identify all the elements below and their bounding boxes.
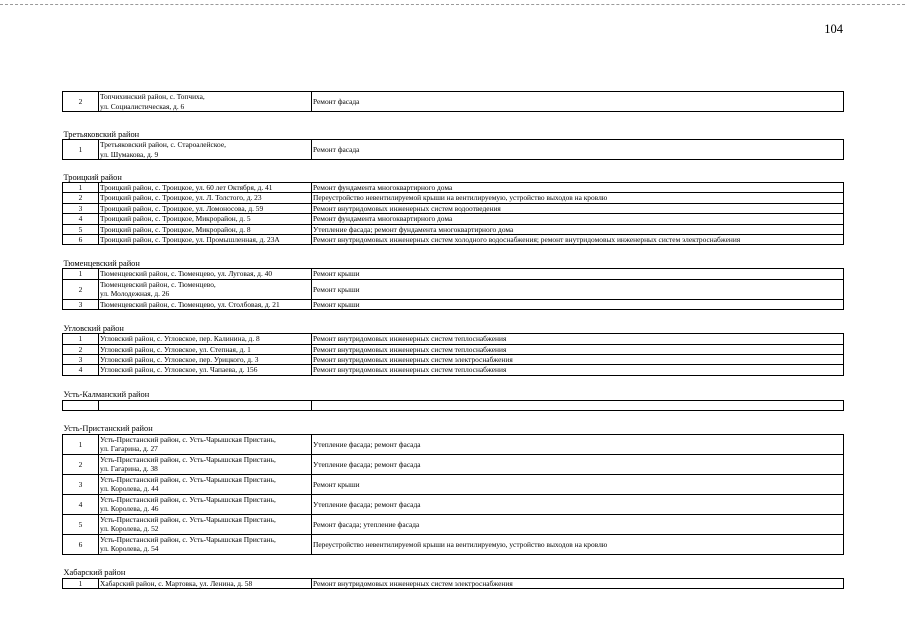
work-type-cell: Ремонт внутридомовых инженерных систем теплоснабжения xyxy=(312,334,844,344)
table-row xyxy=(63,193,844,203)
address-line: ул. Королева, д. 46 xyxy=(100,504,159,514)
row-number: 1 xyxy=(63,269,99,279)
work-type-cell: Переустройство невентилируемой крыши на вентилируемую, устройство выходов на кровлю xyxy=(312,534,844,554)
address-line: Хабарский район, с. Мартовка, ул. Ленина, д. 58 xyxy=(100,578,253,588)
row-number: 2 xyxy=(63,92,99,112)
work-type-cell: Утепление фасада; ремонт фасада xyxy=(312,434,844,454)
address-line: ул. Шумакова, д. 9 xyxy=(100,149,159,159)
table-row xyxy=(63,299,844,309)
table-row xyxy=(63,400,844,410)
row-number: 3 xyxy=(63,474,99,494)
table-row xyxy=(63,494,844,514)
district-heading xyxy=(63,310,844,334)
address-line: Троицкий район, с. Троицкое, ул. Ломоносова, д. 59 xyxy=(100,203,264,213)
address-cell xyxy=(99,434,312,454)
district-heading xyxy=(63,375,844,400)
table-row xyxy=(63,344,844,354)
address-line: ул. Гагарина, д. 27 xyxy=(100,444,158,454)
address-cell xyxy=(99,183,312,193)
district-heading xyxy=(63,112,844,140)
address-cell xyxy=(99,494,312,514)
row-number: 1 xyxy=(63,434,99,454)
row-number: 5 xyxy=(63,224,99,234)
row-number: 4 xyxy=(63,214,99,224)
work-type-cell: Утепление фасада; ремонт фундамента многоквартирного дома xyxy=(312,224,844,234)
work-type-cell: Утепление фасада; ремонт фасада xyxy=(312,454,844,474)
address-line: Усть-Пристанский район, с. Усть-Чарышская Пристань, xyxy=(100,514,276,524)
address-cell xyxy=(99,454,312,474)
table-row xyxy=(63,183,844,193)
row-number: 3 xyxy=(63,355,99,365)
table-row xyxy=(63,203,844,213)
table-row xyxy=(63,355,844,365)
address-line: Тюменцевский район, с. Тюменцево, ул. Луговая, д. 40 xyxy=(100,269,273,279)
address-cell xyxy=(99,140,312,160)
row-number: 1 xyxy=(63,334,99,344)
work-type-cell: Ремонт внутридомовых инженерных систем теплоснабжения xyxy=(312,344,844,354)
district-heading-row xyxy=(63,160,844,183)
district-heading-row xyxy=(63,410,844,434)
table-row xyxy=(63,474,844,494)
district-name: Усть-Калманский район xyxy=(63,390,150,400)
work-type-cell: Ремонт внутридомовых инженерных систем холодного водоснабжения; ремонт внутридомовых инженерных систем электроснабжения xyxy=(312,235,844,245)
address-line: Троицкий район, с. Троицкое, ул. Л. Толстого, д. 23 xyxy=(100,193,262,203)
work-type-cell: Ремонт внутридомовых инженерных систем водоотведения xyxy=(312,203,844,213)
address-cell xyxy=(99,269,312,279)
table-row xyxy=(63,269,844,279)
address-cell xyxy=(99,214,312,224)
row-number: 4 xyxy=(63,494,99,514)
address-cell xyxy=(99,534,312,554)
address-cell xyxy=(99,355,312,365)
address-line: Троицкий район, с. Троицкое, Микрорайон, д. 8 xyxy=(100,224,251,234)
address-cell xyxy=(99,344,312,354)
table-row xyxy=(63,365,844,375)
table-row xyxy=(63,454,844,474)
address-line: Троицкий район, с. Троицкое, ул. Промышленная, д. 23А xyxy=(100,235,280,245)
work-type-cell: Переустройство невентилируемой крыши на вентилируемую, устройство выходов на кровлю xyxy=(312,193,844,203)
table-row xyxy=(63,92,844,112)
district-name: Тюменцевский район xyxy=(63,259,140,269)
address-line: Усть-Пристанский район, с. Усть-Чарышская Пристань, xyxy=(100,534,276,544)
district-name: Угловский район xyxy=(63,323,124,333)
address-cell xyxy=(99,203,312,213)
table-body xyxy=(63,92,844,589)
work-type-cell: Ремонт фасада xyxy=(312,140,844,160)
work-type-cell: Ремонт внутридомовых инженерных систем электроснабжения xyxy=(312,578,844,588)
row-number: 4 xyxy=(63,365,99,375)
repair-plan-sheet xyxy=(62,91,843,589)
table-row xyxy=(63,434,844,454)
scan-top-rule xyxy=(0,4,905,5)
district-name: Третьяковский район xyxy=(63,129,140,139)
address-cell xyxy=(99,514,312,534)
address-line: Тюменцевский район, с. Тюменцево, ул. Столбовая, д. 21 xyxy=(100,299,280,309)
address-line: Угловский район, с. Угловское, ул. Чапаева, д. 156 xyxy=(100,365,258,375)
district-name: Хабарский район xyxy=(63,568,126,578)
district-heading-row xyxy=(63,310,844,334)
district-heading-row xyxy=(63,245,844,269)
district-name: Усть-Пристанский район xyxy=(63,424,153,434)
address-line: Угловский район, с. Угловское, ул. Степная, д. 1 xyxy=(100,344,251,354)
work-type-cell: Ремонт крыши xyxy=(312,279,844,299)
work-type-cell: Ремонт внутридомовых инженерных систем электроснабжения xyxy=(312,355,844,365)
row-number: 1 xyxy=(63,140,99,160)
address-line: Усть-Пристанский район, с. Усть-Чарышская Пристань, xyxy=(100,474,276,484)
work-type-cell: Ремонт фундамента многоквартирного дома xyxy=(312,183,844,193)
table-row xyxy=(63,279,844,299)
table-row xyxy=(63,235,844,245)
page-number: 104 xyxy=(824,22,843,36)
table-row xyxy=(63,224,844,234)
address-line: Троицкий район, с. Троицкое, Микрорайон, д. 5 xyxy=(100,214,251,224)
work-type-cell: Ремонт крыши xyxy=(312,474,844,494)
address-cell xyxy=(99,279,312,299)
repair-plan-table xyxy=(62,91,844,589)
district-heading xyxy=(63,245,844,269)
address-cell xyxy=(99,235,312,245)
table-row xyxy=(63,334,844,344)
district-heading-row xyxy=(63,112,844,140)
address-line: Усть-Пристанский район, с. Усть-Чарышская Пристань, xyxy=(100,494,276,504)
district-heading xyxy=(63,410,844,434)
district-heading-row xyxy=(63,554,844,578)
row-number: 3 xyxy=(63,299,99,309)
work-type-cell: Утепление фасада; ремонт фасада xyxy=(312,494,844,514)
address-cell xyxy=(99,193,312,203)
row-number: 5 xyxy=(63,514,99,534)
district-heading xyxy=(63,160,844,183)
address-cell xyxy=(99,474,312,494)
address-line: ул. Молодежная, д. 26 xyxy=(100,289,170,299)
address-line: Угловский район, с. Угловское, пер. Калинина, д. 8 xyxy=(100,334,260,344)
address-line: Топчихинский район, с. Топчиха, xyxy=(100,92,205,102)
address-cell xyxy=(99,365,312,375)
row-number: 6 xyxy=(63,235,99,245)
address-cell xyxy=(99,299,312,309)
table-row xyxy=(63,534,844,554)
table-row xyxy=(63,140,844,160)
row-number: 2 xyxy=(63,279,99,299)
work-type-cell: Ремонт крыши xyxy=(312,269,844,279)
table-row xyxy=(63,578,844,588)
address-line: Тюменцевский район, с. Тюменцево, xyxy=(100,279,216,289)
address-line: ул. Социалистическая, д. 6 xyxy=(100,101,185,111)
address-line: Усть-Пристанский район, с. Усть-Чарышская Пристань, xyxy=(100,434,276,444)
address-cell xyxy=(99,400,312,410)
address-cell xyxy=(99,92,312,112)
row-number: 2 xyxy=(63,344,99,354)
table-row xyxy=(63,214,844,224)
work-type-cell: Ремонт фасада xyxy=(312,92,844,112)
address-line: ул. Королева, д. 52 xyxy=(100,524,159,534)
work-type-cell xyxy=(312,400,844,410)
district-heading-row xyxy=(63,375,844,400)
row-number xyxy=(63,400,99,410)
address-line: ул. Королева, д. 54 xyxy=(100,544,159,554)
work-type-cell: Ремонт фундамента многоквартирного дома xyxy=(312,214,844,224)
district-heading xyxy=(63,554,844,578)
address-cell xyxy=(99,224,312,234)
table-row xyxy=(63,514,844,534)
address-line: Третьяковский район, с. Староалейское, xyxy=(100,140,226,150)
row-number: 1 xyxy=(63,183,99,193)
row-number: 1 xyxy=(63,578,99,588)
work-type-cell: Ремонт внутридомовых инженерных систем теплоснабжения xyxy=(312,365,844,375)
address-line: Троицкий район, с. Троицкое, ул. 60 лет Октября, д. 41 xyxy=(100,183,273,192)
work-type-cell: Ремонт фасада; утепление фасада xyxy=(312,514,844,534)
row-number: 2 xyxy=(63,193,99,203)
address-line: Усть-Пристанский район, с. Усть-Чарышская Пристань, xyxy=(100,454,276,464)
address-line: ул. Королева, д. 44 xyxy=(100,484,159,494)
address-cell xyxy=(99,578,312,588)
address-line: ул. Гагарина, д. 38 xyxy=(100,464,158,474)
address-line: Угловский район, с. Угловское, пер. Урицкого, д. 3 xyxy=(100,355,259,365)
address-cell xyxy=(99,334,312,344)
row-number: 6 xyxy=(63,534,99,554)
row-number: 2 xyxy=(63,454,99,474)
work-type-cell: Ремонт крыши xyxy=(312,299,844,309)
district-name: Троицкий район xyxy=(63,172,122,182)
row-number: 3 xyxy=(63,203,99,213)
